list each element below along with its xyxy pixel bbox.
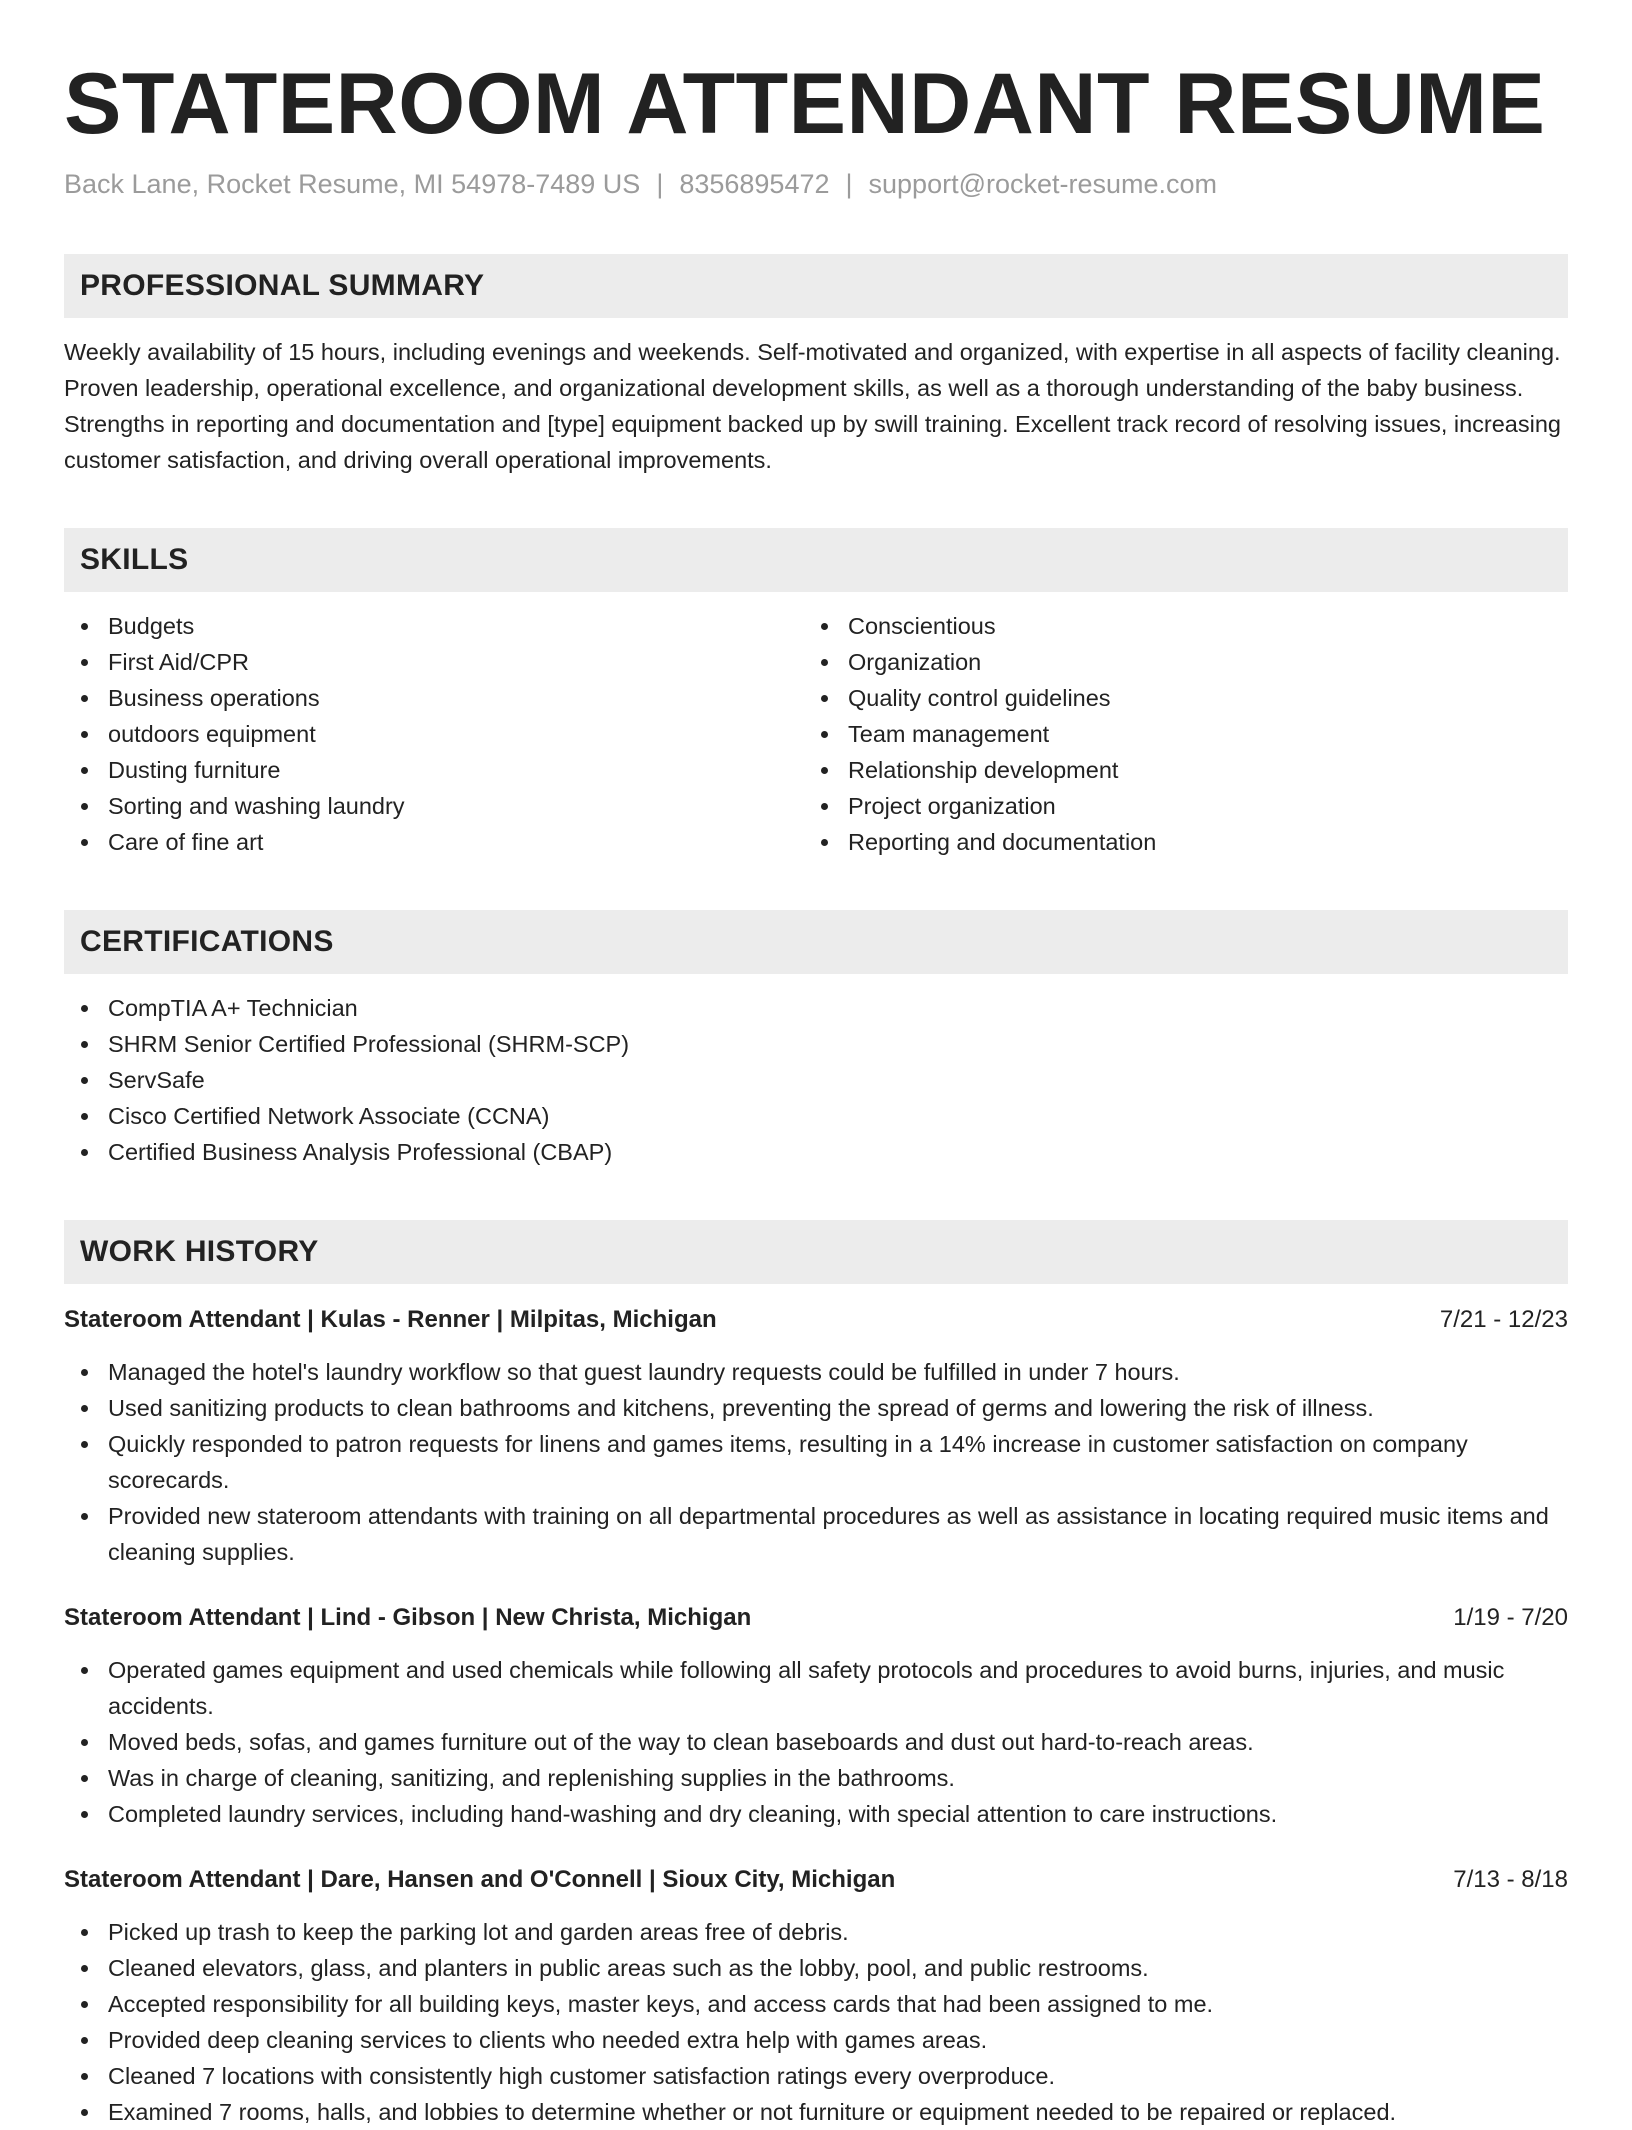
contact-address: Back Lane, Rocket Resume, MI 54978-7489 US [64, 169, 641, 199]
job-bullet: Picked up trash to keep the parking lot and garden areas free of debris. [64, 1914, 1568, 1950]
job-bullet: Cleaned 7 locations with consistently high customer satisfaction ratings every overproduce. [64, 2058, 1568, 2094]
job-title: Stateroom Attendant | Kulas - Renner | Milpitas, Michigan [64, 1306, 717, 1333]
skill-item: Reporting and documentation [804, 824, 1544, 860]
job-bullets [64, 1652, 1568, 1832]
job-bullet: Managed the hotel's laundry workflow so that guest laundry requests could be fulfilled in under 7 hours. [64, 1354, 1568, 1390]
skills-list-left [64, 608, 804, 860]
job-bullet: Was in charge of cleaning, sanitizing, and replenishing supplies in the bathrooms. [64, 1760, 1568, 1796]
certification-item: CompTIA A+ Technician [64, 990, 1568, 1026]
contact-phone: 8356895472 [679, 169, 830, 199]
job-bullet: Operated games equipment and used chemicals while following all safety protocols and procedures to avoid burns, injuries, and music accidents. [64, 1652, 1568, 1724]
certification-item: Cisco Certified Network Associate (CCNA) [64, 1098, 1568, 1134]
section-header-work-history: WORK HISTORY [64, 1220, 1568, 1284]
job-bullet: Moved beds, sofas, and games furniture out of the way to clean baseboards and dust out hard-to-reach areas. [64, 1724, 1568, 1760]
job-title: Stateroom Attendant | Dare, Hansen and O'Connell | Sioux City, Michigan [64, 1866, 896, 1893]
job-dates: 7/13 - 8/18 [1453, 1866, 1568, 1893]
certification-item: Certified Business Analysis Professional (CBAP) [64, 1134, 1568, 1170]
contact-separator: | [656, 169, 664, 199]
skill-item: Dusting furniture [64, 752, 804, 788]
job-bullet: Cleaned elevators, glass, and planters in public areas such as the lobby, pool, and public restrooms. [64, 1950, 1568, 1986]
certification-item: SHRM Senior Certified Professional (SHRM-SCP) [64, 1026, 1568, 1062]
resume-title: STATEROOM ATTENDANT RESUME [64, 56, 1546, 152]
job-bullet: Accepted responsibility for all building keys, master keys, and access cards that had been assigned to me. [64, 1986, 1568, 2022]
job-header [64, 1862, 1568, 1898]
skill-item: Quality control guidelines [804, 680, 1544, 716]
skill-item: Business operations [64, 680, 804, 716]
skill-item: Relationship development [804, 752, 1544, 788]
job-bullet: Completed laundry services, including hand-washing and dry cleaning, with special attention to care instructions. [64, 1796, 1568, 1832]
contact-email: support@rocket-resume.com [868, 169, 1218, 199]
job-entry [64, 1302, 1568, 1570]
contact-separator: | [845, 169, 853, 199]
skill-item: outdoors equipment [64, 716, 804, 752]
job-bullet: Quickly responded to patron requests for linens and games items, resulting in a 14% increase in customer satisfaction on company scorecards. [64, 1426, 1568, 1498]
section-header-certifications: CERTIFICATIONS [64, 910, 1568, 974]
certification-item: ServSafe [64, 1062, 1568, 1098]
job-header [64, 1600, 1568, 1636]
skill-item: Sorting and washing laundry [64, 788, 804, 824]
certifications-list [64, 990, 1568, 1170]
job-title: Stateroom Attendant | Lind - Gibson | New Christa, Michigan [64, 1604, 752, 1631]
job-bullet: Provided new stateroom attendants with training on all departmental procedures as well as assistance in locating required music items and cleaning supplies. [64, 1498, 1568, 1570]
skill-item: Budgets [64, 608, 804, 644]
job-header [64, 1302, 1568, 1338]
job-entry [64, 1600, 1568, 1832]
skills-list-right [804, 608, 1544, 860]
section-header-summary: PROFESSIONAL SUMMARY [64, 254, 1568, 318]
skill-item: First Aid/CPR [64, 644, 804, 680]
job-bullet: Provided deep cleaning services to clients who needed extra help with games areas. [64, 2022, 1568, 2058]
summary-text: Weekly availability of 15 hours, including evenings and weekends. Self-motivated and organized, with expertise in all aspects of facility cleaning. Proven leadership, operational excellence, and organizational development skills, as well as a thorough understanding of the baby business. Strengths in reporting and documentation and [type] equipment backed up by swill training. Excellent track record of resolving issues, increasing customer satisfaction, and driving overall operational improvements. [64, 339, 1561, 473]
job-dates: 1/19 - 7/20 [1453, 1604, 1568, 1631]
job-bullet: Examined 7 rooms, halls, and lobbies to determine whether or not furniture or equipment needed to be repaired or replaced. [64, 2094, 1568, 2130]
skill-item: Team management [804, 716, 1544, 752]
skill-item: Conscientious [804, 608, 1544, 644]
job-entry [64, 1862, 1568, 2130]
skill-item: Project organization [804, 788, 1544, 824]
skills-columns [64, 608, 1568, 860]
section-header-skills: SKILLS [64, 528, 1568, 592]
skill-item: Organization [804, 644, 1544, 680]
job-bullet: Used sanitizing products to clean bathrooms and kitchens, preventing the spread of germs and lowering the risk of illness. [64, 1390, 1568, 1426]
job-bullets [64, 1354, 1568, 1570]
job-dates: 7/21 - 12/23 [1439, 1306, 1568, 1333]
contact-line [64, 166, 1568, 202]
job-bullets [64, 1914, 1568, 2130]
skill-item: Care of fine art [64, 824, 804, 860]
